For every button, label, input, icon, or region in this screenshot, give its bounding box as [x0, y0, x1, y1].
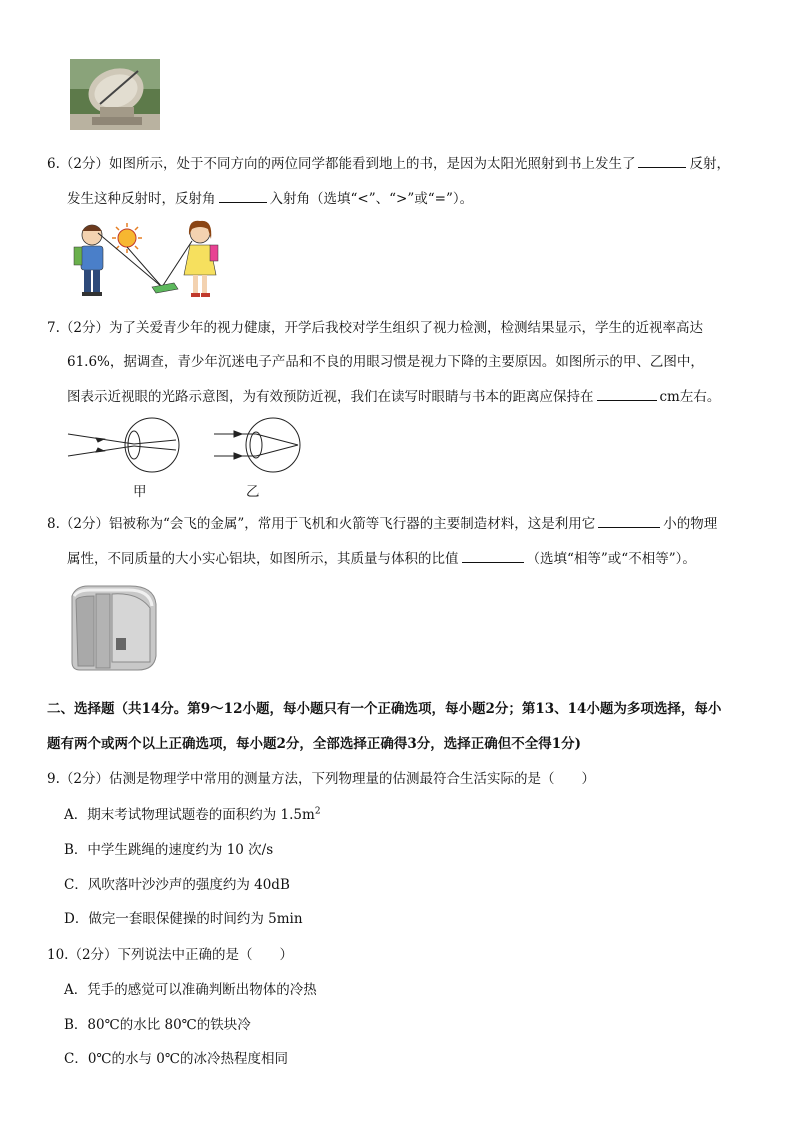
label-jia: 甲 — [133, 484, 147, 500]
q8-line2: 属性，不同质量的大小实心铝块，如图所示，其质量与体积的比值 （选填“相等”或“不相等”）。 — [67, 551, 696, 567]
q7-blank[interactable] — [597, 388, 657, 401]
q9-option-d[interactable]: D．做完一套眼保健操的时间约为 5min — [64, 911, 303, 927]
q9-option-b[interactable]: B．中学生跳绳的速度约为 10 次/s — [64, 842, 274, 858]
q8-blank2[interactable] — [462, 550, 524, 563]
q8-line1: 8.（2分）铝被称为“会飞的金属”，常用于飞机和火箭等飞行器的主要制造材料，这是利用它 小的物理 — [47, 516, 718, 532]
q6-blank1[interactable] — [638, 155, 686, 168]
q10-option-c[interactable]: C．0℃的水与 0℃的冰冷热程度相同 — [64, 1051, 289, 1067]
q10-option-a[interactable]: A．凭手的感觉可以准确判断出物体的冷热 — [64, 982, 317, 998]
q7-line1: 7.（2分）为了关爱青少年的视力健康，开学后我校对学生组织了视力检测，检测结果显示，学生的近视率高达 — [47, 320, 703, 336]
q10-option-b[interactable]: B．80℃的水比 80℃的铁块冷 — [64, 1017, 251, 1033]
eye-diagrams — [66, 416, 306, 476]
q6-line1: 6.（2分）如图所示，处于不同方向的两位同学都能看到地上的书，是因为太阳光照射到书上发生了 反射， — [47, 156, 730, 172]
q8-blank1[interactable] — [598, 515, 660, 528]
q9-option-c[interactable]: C．风吹落叶沙沙声的强度约为 40dB — [64, 877, 290, 893]
label-yi: 乙 — [246, 484, 260, 500]
q7-line2: 61.6%，据调查，青少年沉迷电子产品和不良的用眼习惯是视力下降的主要原因。如图所示的甲、乙图中， — [67, 354, 704, 370]
aluminum-blocks-image — [68, 578, 160, 675]
q9-option-a[interactable]: A．期末考试物理试题卷的面积约为 $1.5m^2$ — [64, 806, 321, 823]
section2-heading-line2: 题有两个或两个以上正确选项，每小题2分，全部选择正确得3分，选择正确但不全得1分) — [47, 736, 582, 752]
q6-blank2[interactable] — [219, 190, 267, 203]
eye-diagram-jia — [68, 418, 179, 472]
q9-stem: 9.（2分）估测是物理学中常用的测量方法，下列物理量的估测最符合生活实际的是（ ） — [47, 771, 595, 787]
q7-line3: 图表示近视眼的光路示意图，为有效预防近视，我们在读写时眼睛与书本的距离应保持在 cm左右。 — [67, 389, 721, 405]
reflection-illustration — [70, 213, 230, 300]
section2-heading-line1: 二、选择题（共14分。第9～12小题，每小题只有一个正确选项，每小题2分；第13、14小题为多项选择，每小 — [47, 701, 722, 717]
eye-diagram-yi — [214, 418, 300, 472]
q10-stem: 10.（2分）下列说法中正确的是（ ） — [47, 947, 294, 963]
q6-line2: 发生这种反射时，反射角 入射角（选填“<”、“>”或“=”）。 — [67, 191, 474, 207]
sundial-image — [70, 59, 160, 130]
